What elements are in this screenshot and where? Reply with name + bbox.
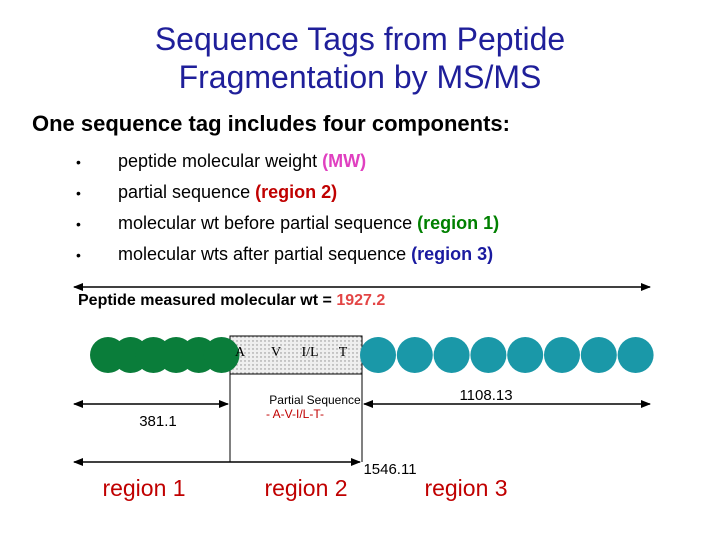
- region3-residue-circle: [581, 337, 617, 373]
- region1-residues: [90, 337, 240, 373]
- partial-sequence-label: Partial Sequence: [269, 393, 361, 407]
- bullet-dot: •: [76, 247, 81, 263]
- region3-residue-circle: [434, 337, 470, 373]
- residue-label: T: [338, 345, 348, 360]
- region3-residue-circle: [544, 337, 580, 373]
- region3-residue-circle: [507, 337, 543, 373]
- region3-label: region 3: [424, 475, 508, 501]
- subtitle: One sequence tag includes four components:: [32, 111, 510, 136]
- title-line-2: Fragmentation by MS/MS: [178, 59, 542, 95]
- region3-residue-circle: [470, 337, 506, 373]
- bullet-highlight: (region 3): [411, 244, 494, 264]
- bullet-highlight: (region 2): [255, 182, 338, 202]
- bullet-text: molecular wts after partial sequence: [118, 244, 412, 264]
- mass-right: 1108.13: [459, 387, 513, 404]
- bullet-text: molecular wt before partial sequence: [118, 213, 418, 233]
- region3-residues: [360, 337, 654, 373]
- bullet-dot: •: [76, 185, 81, 201]
- residue-label: V: [270, 345, 282, 360]
- residue-label: I/L: [301, 345, 319, 360]
- bullet-dot: •: [76, 216, 81, 232]
- measured-label: Peptide measured molecular wt =: [78, 292, 337, 309]
- measured-value: 1927.2: [336, 292, 386, 309]
- mass-left: 381.1: [139, 413, 177, 430]
- region1-label: region 1: [102, 475, 186, 501]
- residue-label: A: [234, 345, 246, 360]
- bullet-highlight: (region 1): [417, 213, 500, 233]
- title-line-1: Sequence Tags from Peptide: [154, 21, 566, 57]
- partial-sequence-value: - A-V-I/L-T-: [265, 407, 325, 421]
- mass-middle: 1546.11: [363, 461, 417, 478]
- bullet-text: peptide molecular weight: [118, 151, 323, 171]
- bullet-text: partial sequence: [118, 182, 256, 202]
- bullet-highlight: (MW): [322, 151, 367, 171]
- bullet-dot: •: [76, 154, 81, 170]
- region3-residue-circle: [618, 337, 654, 373]
- region2-label: region 2: [264, 475, 348, 501]
- region3-residue-circle: [360, 337, 396, 373]
- region3-residue-circle: [397, 337, 433, 373]
